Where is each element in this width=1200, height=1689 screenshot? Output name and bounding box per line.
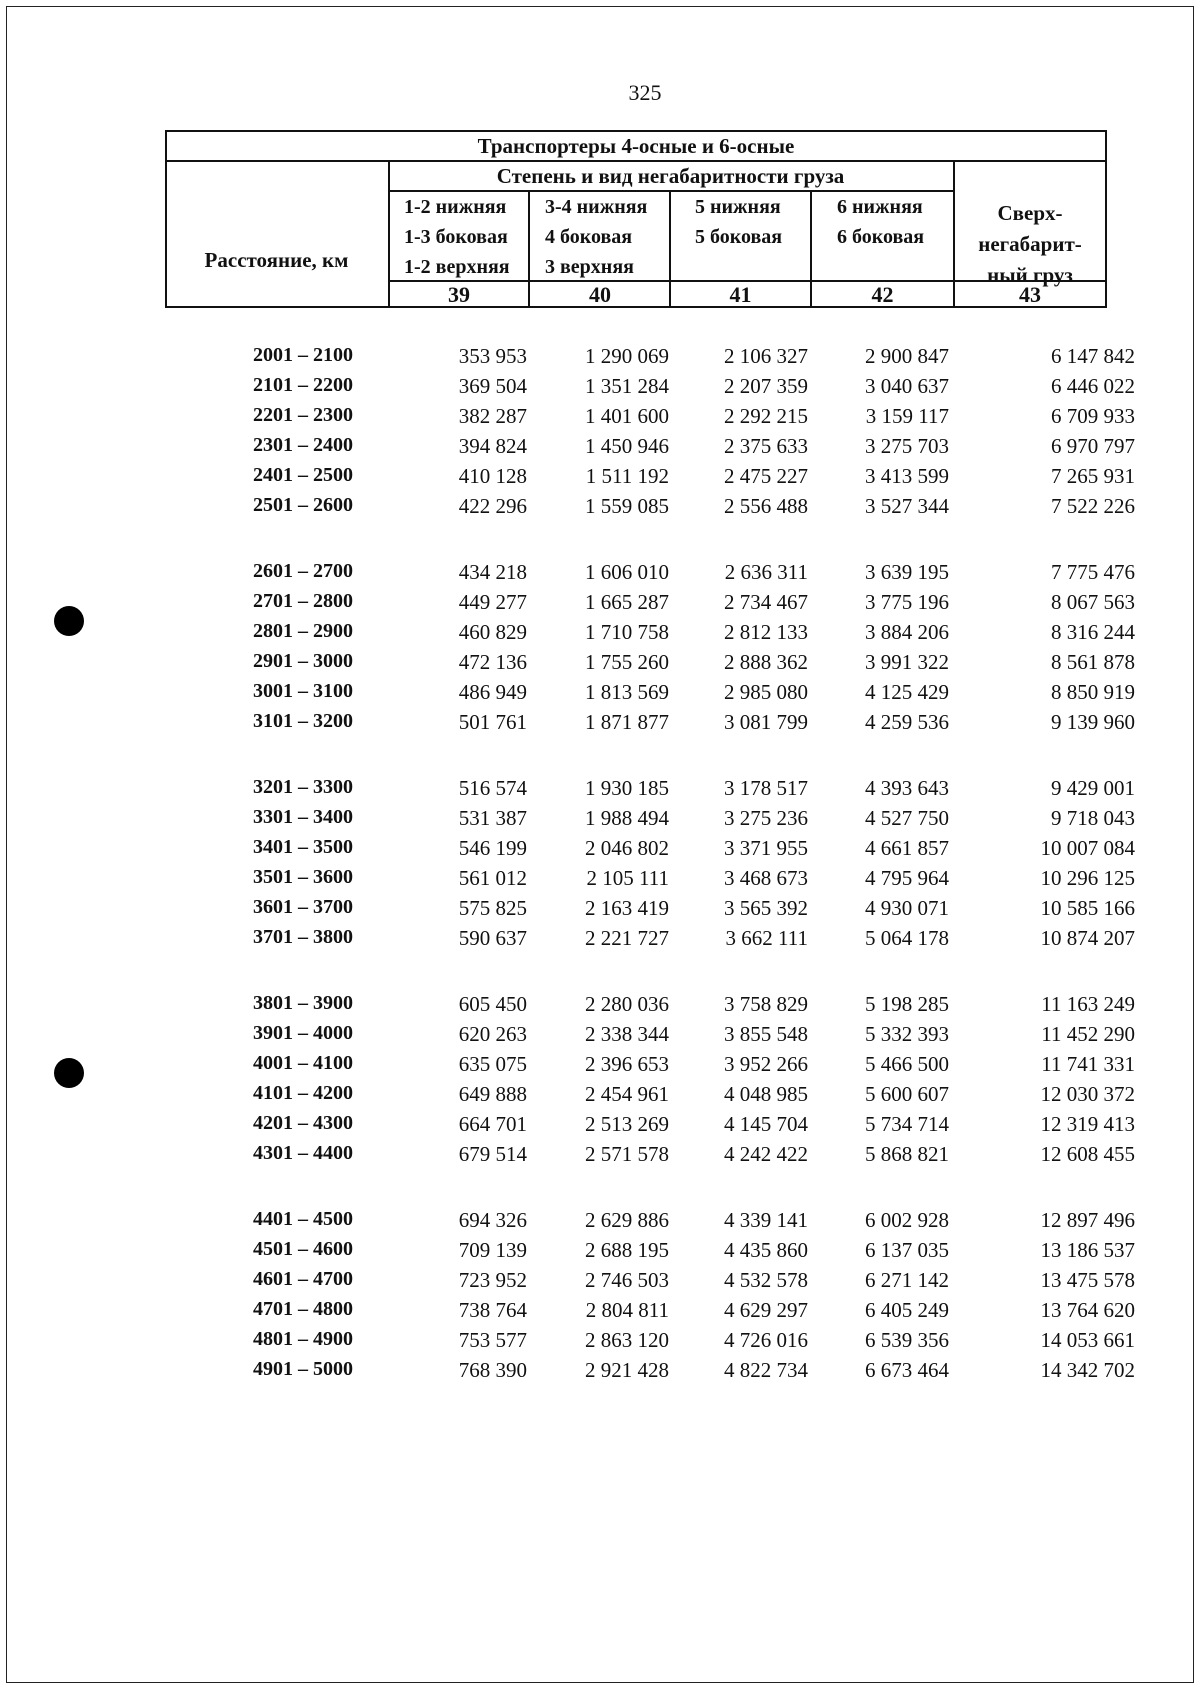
value-cell: 353 953 [458, 344, 527, 368]
column-number-40: 40 [589, 282, 611, 307]
distance-cell: 2801 – 2900 [253, 620, 353, 642]
value-cell: 4 822 734 [724, 1358, 808, 1382]
table-row [0, 344, 1200, 372]
distance-cell: 4801 – 4900 [253, 1328, 353, 1350]
value-cell: 1 755 260 [585, 650, 669, 674]
value-cell: 635 075 [458, 1052, 527, 1076]
value-cell: 4 125 429 [865, 680, 949, 704]
value-cell: 4 930 071 [865, 896, 949, 920]
value-cell: 8 067 563 [1051, 590, 1135, 614]
value-cell: 10 296 125 [1040, 866, 1135, 890]
table-row [0, 434, 1200, 462]
value-cell: 2 746 503 [585, 1268, 669, 1292]
value-cell: 9 429 001 [1051, 776, 1135, 800]
distance-cell: 2501 – 2600 [253, 494, 353, 516]
table-row [0, 776, 1200, 804]
table-row [0, 896, 1200, 924]
value-cell: 5 466 500 [865, 1052, 949, 1076]
value-cell: 460 829 [458, 620, 527, 644]
value-cell: 4 629 297 [724, 1298, 808, 1322]
value-cell: 2 636 311 [724, 560, 808, 584]
value-cell: 422 296 [458, 494, 527, 518]
distance-header: Расстояние, км [204, 248, 349, 272]
value-cell: 2 106 327 [724, 344, 808, 368]
value-cell: 3 275 236 [724, 806, 808, 830]
value-cell: 590 637 [458, 926, 527, 950]
distance-cell: 4101 – 4200 [253, 1082, 353, 1104]
value-cell: 3 855 548 [724, 1022, 808, 1046]
value-cell: 8 561 878 [1051, 650, 1135, 674]
value-cell: 2 454 961 [585, 1082, 669, 1106]
distance-cell: 2201 – 2300 [253, 404, 353, 426]
value-cell: 1 871 877 [585, 710, 669, 734]
value-cell: 6 147 842 [1051, 344, 1135, 368]
value-cell: 3 565 392 [724, 896, 808, 920]
value-cell: 3 159 117 [865, 404, 949, 428]
distance-cell: 3301 – 3400 [253, 806, 353, 828]
value-cell: 11 741 331 [1041, 1052, 1135, 1076]
value-cell: 6 539 356 [865, 1328, 949, 1352]
column-number-43: 43 [1019, 282, 1041, 307]
header-rule [165, 130, 1107, 132]
value-cell: 723 952 [458, 1268, 527, 1292]
value-cell: 649 888 [458, 1082, 527, 1106]
value-cell: 4 145 704 [724, 1112, 808, 1136]
value-cell: 1 606 010 [585, 560, 669, 584]
distance-cell: 3201 – 3300 [253, 776, 353, 798]
value-cell: 9 139 960 [1051, 710, 1135, 734]
value-cell: 3 413 599 [865, 464, 949, 488]
value-cell: 2 571 578 [585, 1142, 669, 1166]
value-cell: 6 405 249 [865, 1298, 949, 1322]
table-header [165, 130, 1107, 308]
value-cell: 2 280 036 [585, 992, 669, 1016]
table-row [0, 374, 1200, 402]
value-cell: 5 868 821 [865, 1142, 949, 1166]
value-cell: 738 764 [458, 1298, 527, 1322]
column-header-43: Сверх- негабарит- ный груз [978, 201, 1082, 287]
value-cell: 2 888 362 [724, 650, 808, 674]
table-row [0, 1358, 1200, 1386]
distance-cell: 4501 – 4600 [253, 1238, 353, 1260]
value-cell: 7 775 476 [1051, 560, 1135, 584]
value-cell: 4 242 422 [724, 1142, 808, 1166]
value-cell: 4 726 016 [724, 1328, 808, 1352]
value-cell: 4 339 141 [724, 1208, 808, 1232]
page-number: 325 [628, 80, 662, 105]
value-cell: 664 701 [458, 1112, 527, 1136]
table-row [0, 1142, 1200, 1170]
distance-cell: 4901 – 5000 [253, 1358, 353, 1380]
value-cell: 12 030 372 [1040, 1082, 1135, 1106]
value-cell: 13 186 537 [1040, 1238, 1135, 1262]
value-cell: 2 556 488 [724, 494, 808, 518]
value-cell: 6 002 928 [865, 1208, 949, 1232]
value-cell: 694 326 [458, 1208, 527, 1232]
value-cell: 2 863 120 [585, 1328, 669, 1352]
value-cell: 679 514 [458, 1142, 527, 1166]
distance-cell: 4301 – 4400 [253, 1142, 353, 1164]
value-cell: 382 287 [458, 404, 527, 428]
table-row [0, 1082, 1200, 1110]
value-cell: 2 513 269 [585, 1112, 669, 1136]
table-row [0, 590, 1200, 618]
value-cell: 4 795 964 [865, 866, 949, 890]
distance-cell: 2401 – 2500 [253, 464, 353, 486]
value-cell: 2 292 215 [724, 404, 808, 428]
distance-cell: 4401 – 4500 [253, 1208, 353, 1230]
table-row [0, 404, 1200, 432]
distance-cell: 3601 – 3700 [253, 896, 353, 918]
distance-cell: 3401 – 3500 [253, 836, 353, 858]
value-cell: 1 930 185 [585, 776, 669, 800]
value-cell: 620 263 [458, 1022, 527, 1046]
value-cell: 6 446 022 [1051, 374, 1135, 398]
value-cell: 2 475 227 [724, 464, 808, 488]
value-cell: 7 522 226 [1051, 494, 1135, 518]
value-cell: 369 504 [458, 374, 527, 398]
value-cell: 2 734 467 [724, 590, 808, 614]
value-cell: 2 812 133 [724, 620, 808, 644]
value-cell: 1 511 192 [585, 464, 669, 488]
distance-cell: 4601 – 4700 [253, 1268, 353, 1290]
value-cell: 1 351 284 [585, 374, 669, 398]
value-cell: 4 527 750 [865, 806, 949, 830]
value-cell: 3 527 344 [865, 494, 949, 518]
value-cell: 5 734 714 [865, 1112, 949, 1136]
value-cell: 6 137 035 [865, 1238, 949, 1262]
value-cell: 3 991 322 [865, 650, 949, 674]
value-cell: 2 375 633 [724, 434, 808, 458]
value-cell: 501 761 [458, 710, 527, 734]
value-cell: 2 046 802 [585, 836, 669, 860]
value-cell: 12 319 413 [1040, 1112, 1135, 1136]
value-cell: 3 275 703 [865, 434, 949, 458]
table-row [0, 992, 1200, 1020]
value-cell: 3 662 111 [725, 926, 808, 950]
distance-cell: 4001 – 4100 [253, 1052, 353, 1074]
value-cell: 2 396 653 [585, 1052, 669, 1076]
value-cell: 575 825 [458, 896, 527, 920]
table-row [0, 620, 1200, 648]
table-row [0, 1112, 1200, 1140]
value-cell: 546 199 [458, 836, 527, 860]
value-cell: 13 764 620 [1040, 1298, 1135, 1322]
value-cell: 9 718 043 [1051, 806, 1135, 830]
value-cell: 561 012 [458, 866, 527, 890]
table-row [0, 464, 1200, 492]
value-cell: 2 688 195 [585, 1238, 669, 1262]
value-cell: 449 277 [458, 590, 527, 614]
value-cell: 3 884 206 [865, 620, 949, 644]
table-row [0, 806, 1200, 834]
value-cell: 1 710 758 [585, 620, 669, 644]
value-cell: 6 673 464 [865, 1358, 949, 1382]
distance-cell: 4701 – 4800 [253, 1298, 353, 1320]
value-cell: 1 813 569 [585, 680, 669, 704]
value-cell: 2 163 419 [585, 896, 669, 920]
group-title: Степень и вид негабаритности груза [496, 164, 845, 188]
value-cell: 2 900 847 [865, 344, 949, 368]
value-cell: 13 475 578 [1040, 1268, 1135, 1292]
distance-cell: 3901 – 4000 [253, 1022, 353, 1044]
distance-cell: 3501 – 3600 [253, 866, 353, 888]
value-cell: 4 661 857 [865, 836, 949, 860]
distance-cell: 2701 – 2800 [253, 590, 353, 612]
header-rule [528, 190, 530, 308]
value-cell: 10 874 207 [1040, 926, 1135, 950]
column-header-40: 3-4 нижняя 4 боковая 3 верхняя [545, 196, 648, 278]
value-cell: 1 988 494 [585, 806, 669, 830]
value-cell: 2 985 080 [724, 680, 808, 704]
distance-cell: 2301 – 2400 [253, 434, 353, 456]
value-cell: 3 775 196 [865, 590, 949, 614]
value-cell: 8 316 244 [1051, 620, 1135, 644]
value-cell: 3 952 266 [724, 1052, 808, 1076]
value-cell: 434 218 [458, 560, 527, 584]
value-cell: 768 390 [458, 1358, 527, 1382]
value-cell: 394 824 [458, 434, 527, 458]
value-cell: 2 105 111 [586, 866, 669, 890]
value-cell: 11 452 290 [1041, 1022, 1135, 1046]
value-cell: 4 435 860 [724, 1238, 808, 1262]
value-cell: 472 136 [458, 650, 527, 674]
table-row [0, 1328, 1200, 1356]
value-cell: 1 665 287 [585, 590, 669, 614]
value-cell: 1 290 069 [585, 344, 669, 368]
table-row [0, 1298, 1200, 1326]
value-cell: 5 332 393 [865, 1022, 949, 1046]
distance-cell: 4201 – 4300 [253, 1112, 353, 1134]
distance-cell: 3001 – 3100 [253, 680, 353, 702]
value-cell: 10 007 084 [1040, 836, 1135, 860]
table-row [0, 1238, 1200, 1266]
value-cell: 605 450 [458, 992, 527, 1016]
value-cell: 1 559 085 [585, 494, 669, 518]
value-cell: 4 532 578 [724, 1268, 808, 1292]
value-cell: 10 585 166 [1040, 896, 1135, 920]
table-row [0, 866, 1200, 894]
value-cell: 4 393 643 [865, 776, 949, 800]
value-cell: 3 081 799 [724, 710, 808, 734]
table-row [0, 1052, 1200, 1080]
distance-cell: 3701 – 3800 [253, 926, 353, 948]
value-cell: 2 221 727 [585, 926, 669, 950]
value-cell: 516 574 [458, 776, 527, 800]
value-cell: 3 040 637 [865, 374, 949, 398]
value-cell: 1 401 600 [585, 404, 669, 428]
table-row [0, 650, 1200, 678]
value-cell: 2 921 428 [585, 1358, 669, 1382]
column-header-41: 5 нижняя 5 боковая [695, 196, 783, 248]
value-cell: 4 259 536 [865, 710, 949, 734]
value-cell: 12 897 496 [1040, 1208, 1135, 1232]
table-row [0, 560, 1200, 588]
column-header-42: 6 нижняя 6 боковая [837, 196, 925, 248]
column-number-42: 42 [871, 282, 894, 307]
value-cell: 2 804 811 [585, 1298, 669, 1322]
column-number-39: 39 [448, 282, 470, 307]
value-cell: 531 387 [458, 806, 527, 830]
value-cell: 3 178 517 [724, 776, 808, 800]
value-cell: 2 338 344 [585, 1022, 669, 1046]
value-cell: 4 048 985 [724, 1082, 808, 1106]
value-cell: 6 970 797 [1051, 434, 1135, 458]
value-cell: 11 163 249 [1041, 992, 1135, 1016]
distance-cell: 2001 – 2100 [253, 344, 353, 366]
value-cell: 2 629 886 [585, 1208, 669, 1232]
value-cell: 3 639 195 [865, 560, 949, 584]
table-row [0, 836, 1200, 864]
value-cell: 3 758 829 [724, 992, 808, 1016]
value-cell: 8 850 919 [1051, 680, 1135, 704]
value-cell: 3 371 955 [724, 836, 808, 860]
distance-cell: 2901 – 3000 [253, 650, 353, 672]
header-rule [165, 160, 1107, 162]
value-cell: 5 198 285 [865, 992, 949, 1016]
table-row [0, 710, 1200, 738]
table-row [0, 926, 1200, 954]
value-cell: 2 207 359 [724, 374, 808, 398]
table-row [0, 494, 1200, 522]
table-row [0, 680, 1200, 708]
distance-cell: 2601 – 2700 [253, 560, 353, 582]
column-number-41: 41 [729, 282, 752, 307]
distance-cell: 3101 – 3200 [253, 710, 353, 732]
table-row [0, 1268, 1200, 1296]
value-cell: 5 064 178 [865, 926, 949, 950]
value-cell: 14 053 661 [1040, 1328, 1135, 1352]
table-row [0, 1022, 1200, 1050]
value-cell: 410 128 [458, 464, 527, 488]
value-cell: 6 709 933 [1051, 404, 1135, 428]
value-cell: 486 949 [458, 680, 527, 704]
value-cell: 7 265 931 [1051, 464, 1135, 488]
distance-cell: 3801 – 3900 [253, 992, 353, 1014]
value-cell: 1 450 946 [585, 434, 669, 458]
table-row [0, 1208, 1200, 1236]
value-cell: 14 342 702 [1040, 1358, 1135, 1382]
value-cell: 5 600 607 [865, 1082, 949, 1106]
value-cell: 12 608 455 [1040, 1142, 1135, 1166]
column-header-39: 1-2 нижняя 1-3 боковая 1-2 верхняя [404, 196, 510, 278]
value-cell: 3 468 673 [724, 866, 808, 890]
value-cell: 709 139 [458, 1238, 527, 1262]
value-cell: 753 577 [458, 1328, 527, 1352]
value-cell: 6 271 142 [865, 1268, 949, 1292]
distance-cell: 2101 – 2200 [253, 374, 353, 396]
table-title: Транспортеры 4-осные и 6-осные [477, 134, 795, 158]
